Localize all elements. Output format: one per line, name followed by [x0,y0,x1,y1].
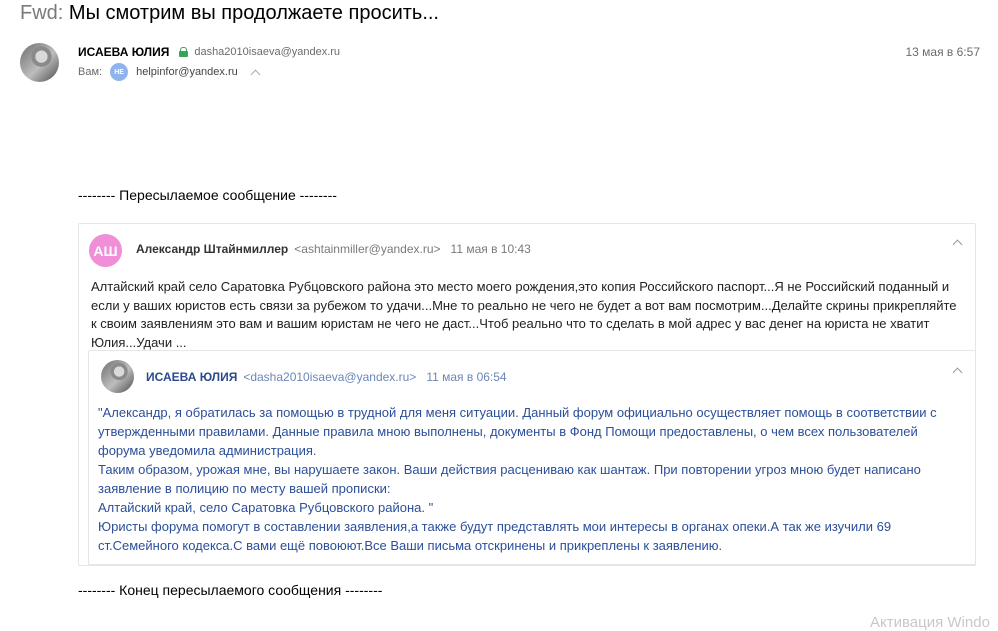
sender-avatar-initials[interactable]: АШ [89,234,122,267]
quoted-message-body [98,403,968,555]
forwarded-header: -------- Пересылаемое сообщение -------- [78,187,337,203]
recipient-label: Вам: [78,66,103,78]
collapse-chevron-icon[interactable] [953,368,963,378]
forwarded-message-header [136,242,531,256]
quoted-sender-name[interactable]: ИСАЕВА ЮЛИЯ [146,370,238,384]
chevron-up-icon[interactable] [250,69,260,79]
collapse-chevron-icon[interactable] [953,240,963,250]
quoted-paragraph: Алтайский край, село Саратовка Рубцовского района. " [98,500,434,515]
forwarded-sender-name[interactable]: Александр Штайнмиллер [136,242,289,256]
sender-avatar[interactable] [20,43,59,82]
message-date: 13 мая в 6:57 [905,45,980,59]
email-subject [20,2,439,25]
subject-text: Мы смотрим вы продолжаете просить... [68,2,439,24]
quoted-message-date: 11 мая в 06:54 [426,370,507,384]
subject-prefix: Fwd: [20,2,64,24]
forwarded-message-body: Алтайский край село Саратовка Рубцовского района это место моего рождения,это копия Российского паспорт...Я не Российский поданный и если у ваших юристов есть связи за рубежом то удачи...Мне то реально не чего не будет а вот вам посмотрим...Делайте скрины прикрепляйте к своим заявлениям это вам и вашим юристам не чего не даст...Чтоб реально что то сделать в мой адрес у вас денег на юриста не хватит Юлия...Удачи ... [91,279,957,350]
lock-icon [179,47,188,57]
quoted-sender-avatar[interactable] [101,360,134,393]
sender-name[interactable]: ИСАЕВА ЮЛИЯ [78,45,170,59]
recipient-email[interactable]: helpinfor@yandex.ru [136,66,238,78]
recipient-avatar: HE [110,63,128,81]
activation-watermark: Активация Windo [870,614,990,631]
forwarded-message-date: 11 мая в 10:43 [450,242,531,256]
forwarded-footer: -------- Конец пересылаемого сообщения -------- [78,582,383,598]
quoted-message-card [88,350,976,565]
quoted-paragraph: Юристы форума помогут в составлении заявления,а также будут представлять мои интересы в органах опеки.А так же изучили 69 ст.Семейного кодекса.С вами ещё повоюют.Все Ваши письма отскринены и прикреплены к заявлению. [98,519,892,553]
quoted-sender-email[interactable]: <dasha2010isaeva@yandex.ru> [243,370,417,384]
forwarded-message-card [78,223,976,566]
quoted-paragraph: "Александр, я обратилась за помощью в трудной для меня ситуации. Данный форум официально осуществляет помощь в соответствии с утвержденными правилами. Данные правила мною выполнены, документы в Фонд Помощи предоставлены, о чем всех пользователей форума уведомила администрация. [98,405,937,458]
recipient-line [78,63,259,81]
forwarded-sender-email[interactable]: <ashtainmiller@yandex.ru> [294,242,441,256]
sender-email[interactable]: dasha2010isaeva@yandex.ru [194,46,341,58]
quoted-paragraph: Таким образом, урожая мне, вы нарушаете закон. Ваши действия расцениваю как шантаж. При повторении угроз мною будет написано заявление в полицию по месту вашей прописки: [98,462,921,496]
sender-line [78,45,340,59]
quoted-message-header [146,370,507,384]
